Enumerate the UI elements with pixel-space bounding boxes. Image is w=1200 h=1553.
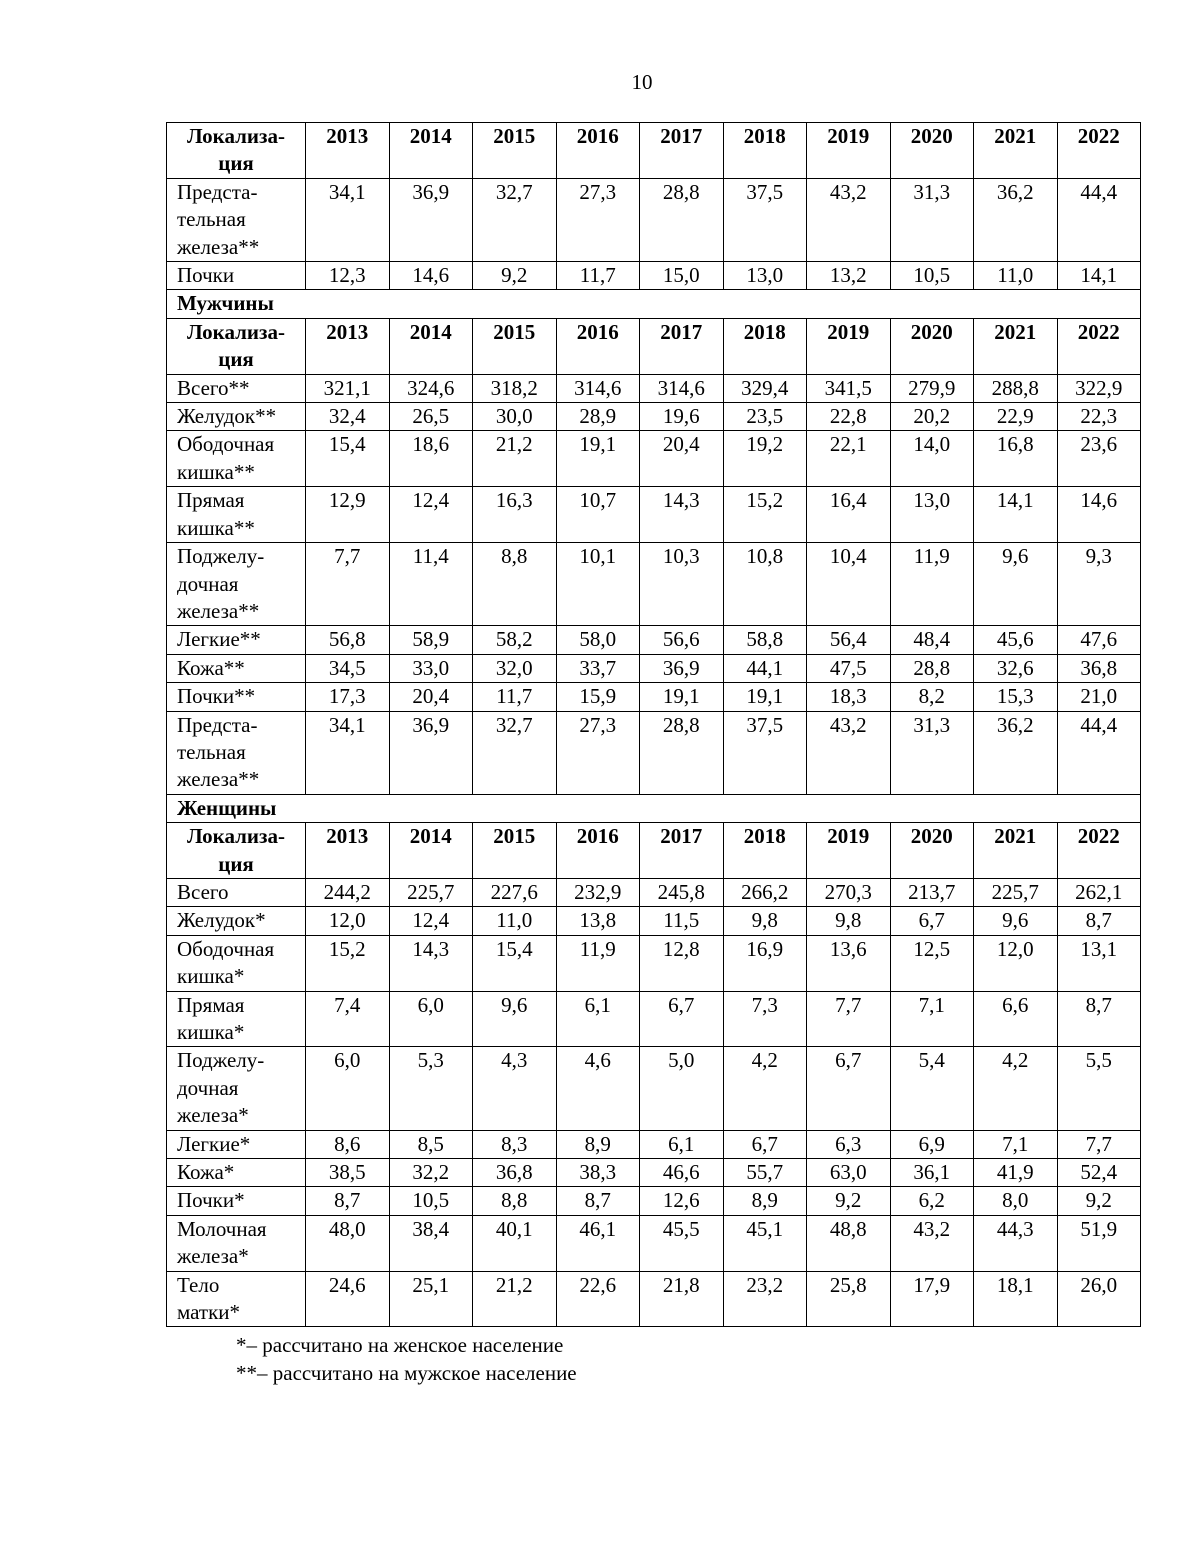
table-cell: 13,8 — [556, 907, 640, 935]
table-cell: 12,9 — [306, 487, 390, 543]
header-year: 2013 — [306, 123, 390, 179]
table-cell: 47,6 — [1057, 626, 1141, 654]
header-year: 2021 — [974, 318, 1058, 374]
table-cell: 4,2 — [723, 1047, 807, 1130]
table-row — [167, 178, 1141, 261]
header-year: 2015 — [473, 823, 557, 879]
table-row — [167, 1130, 1141, 1158]
table-cell: 46,6 — [640, 1159, 724, 1187]
table-row — [167, 543, 1141, 626]
table-cell: 9,8 — [723, 907, 807, 935]
table-cell: 36,1 — [890, 1159, 974, 1187]
table-cell: 6,6 — [974, 991, 1058, 1047]
table-cell: 28,8 — [890, 654, 974, 682]
table-cell: 9,2 — [473, 262, 557, 290]
table-cell: 7,7 — [306, 543, 390, 626]
table-cell: 15,2 — [723, 487, 807, 543]
table-cell: 58,0 — [556, 626, 640, 654]
table-cell: 9,6 — [974, 907, 1058, 935]
row-label: Поджелу- дочная железа** — [167, 543, 306, 626]
table-cell: 21,0 — [1057, 683, 1141, 711]
table-row — [167, 654, 1141, 682]
table-cell: 12,4 — [389, 907, 473, 935]
table-cell: 21,2 — [473, 1271, 557, 1327]
table-cell: 5,4 — [890, 1047, 974, 1130]
table-cell: 56,8 — [306, 626, 390, 654]
header-year: 2015 — [473, 318, 557, 374]
section-title: Женщины — [167, 794, 1141, 822]
row-label: Почки** — [167, 683, 306, 711]
table-cell: 44,1 — [723, 654, 807, 682]
table-cell: 11,4 — [389, 543, 473, 626]
table-cell: 4,3 — [473, 1047, 557, 1130]
table-cell: 15,3 — [974, 683, 1058, 711]
table-cell: 12,0 — [306, 907, 390, 935]
table-cell: 13,6 — [807, 935, 891, 991]
table-cell: 23,6 — [1057, 431, 1141, 487]
table-cell: 10,3 — [640, 543, 724, 626]
table-cell: 31,3 — [890, 178, 974, 261]
footnotes — [236, 1331, 577, 1387]
header-year: 2021 — [974, 123, 1058, 179]
table-cell: 15,0 — [640, 262, 724, 290]
table-row — [167, 683, 1141, 711]
table-cell: 12,6 — [640, 1187, 724, 1215]
section-men — [167, 290, 1141, 318]
table-cell: 32,4 — [306, 403, 390, 431]
table-cell: 11,0 — [473, 907, 557, 935]
table-cell: 52,4 — [1057, 1159, 1141, 1187]
header-year: 2020 — [890, 823, 974, 879]
incidence-table — [166, 122, 1141, 1327]
table-cell: 44,4 — [1057, 178, 1141, 261]
table-cell: 6,3 — [807, 1130, 891, 1158]
header-localization: Локализа- ция — [167, 823, 306, 879]
table-cell: 28,8 — [640, 178, 724, 261]
header-year: 2018 — [723, 123, 807, 179]
table-cell: 245,8 — [640, 878, 724, 906]
table-cell: 14,6 — [1057, 487, 1141, 543]
table-cell: 32,2 — [389, 1159, 473, 1187]
table-cell: 9,6 — [473, 991, 557, 1047]
table-cell: 22,9 — [974, 403, 1058, 431]
table-cell: 38,4 — [389, 1215, 473, 1271]
table-cell: 37,5 — [723, 178, 807, 261]
table-cell: 10,5 — [389, 1187, 473, 1215]
table-cell: 34,1 — [306, 178, 390, 261]
table-cell: 11,5 — [640, 907, 724, 935]
table-cell: 17,9 — [890, 1271, 974, 1327]
row-label: Всего — [167, 878, 306, 906]
table-cell: 6,7 — [807, 1047, 891, 1130]
header-year: 2022 — [1057, 123, 1141, 179]
table-cell: 11,9 — [556, 935, 640, 991]
table-cell: 26,0 — [1057, 1271, 1141, 1327]
header-year: 2013 — [306, 823, 390, 879]
table-cell: 26,5 — [389, 403, 473, 431]
table-cell: 270,3 — [807, 878, 891, 906]
header-row — [167, 823, 1141, 879]
row-label: Легкие* — [167, 1130, 306, 1158]
header-row — [167, 123, 1141, 179]
table-cell: 8,3 — [473, 1130, 557, 1158]
header-year: 2015 — [473, 123, 557, 179]
table-cell: 58,9 — [389, 626, 473, 654]
table-cell: 8,7 — [306, 1187, 390, 1215]
table-cell: 14,1 — [1057, 262, 1141, 290]
header-year: 2018 — [723, 318, 807, 374]
row-label: Кожа* — [167, 1159, 306, 1187]
table-cell: 262,1 — [1057, 878, 1141, 906]
table-cell: 34,5 — [306, 654, 390, 682]
row-label: Молочная железа* — [167, 1215, 306, 1271]
table-cell: 20,4 — [389, 683, 473, 711]
table-cell: 227,6 — [473, 878, 557, 906]
table-cell: 14,6 — [389, 262, 473, 290]
table-cell: 28,9 — [556, 403, 640, 431]
table-row — [167, 403, 1141, 431]
table-row — [167, 711, 1141, 794]
header-year: 2022 — [1057, 318, 1141, 374]
table-cell: 32,7 — [473, 711, 557, 794]
table-cell: 34,1 — [306, 711, 390, 794]
table-cell: 8,7 — [1057, 991, 1141, 1047]
table-cell: 12,8 — [640, 935, 724, 991]
row-label: Тело матки* — [167, 1271, 306, 1327]
table-cell: 14,3 — [389, 935, 473, 991]
table-cell: 8,8 — [473, 543, 557, 626]
header-year: 2019 — [807, 318, 891, 374]
table-cell: 27,3 — [556, 178, 640, 261]
table-cell: 10,5 — [890, 262, 974, 290]
header-year: 2020 — [890, 318, 974, 374]
table-cell: 13,0 — [890, 487, 974, 543]
table-cell: 9,8 — [807, 907, 891, 935]
table-cell: 22,6 — [556, 1271, 640, 1327]
table-cell: 56,6 — [640, 626, 724, 654]
table-cell: 9,2 — [807, 1187, 891, 1215]
table-cell: 10,7 — [556, 487, 640, 543]
table-cell: 18,3 — [807, 683, 891, 711]
table-cell: 6,0 — [389, 991, 473, 1047]
table-cell: 45,1 — [723, 1215, 807, 1271]
section-women — [167, 794, 1141, 822]
table-cell: 63,0 — [807, 1159, 891, 1187]
table-cell: 9,2 — [1057, 1187, 1141, 1215]
table-cell: 25,1 — [389, 1271, 473, 1327]
table-row — [167, 935, 1141, 991]
row-label: Ободочная кишка** — [167, 431, 306, 487]
table-row — [167, 374, 1141, 402]
header-row — [167, 318, 1141, 374]
table-row — [167, 1215, 1141, 1271]
table-cell: 58,8 — [723, 626, 807, 654]
table-cell: 341,5 — [807, 374, 891, 402]
table-cell: 19,1 — [640, 683, 724, 711]
header-year: 2018 — [723, 823, 807, 879]
row-label: Желудок* — [167, 907, 306, 935]
header-year: 2022 — [1057, 823, 1141, 879]
table-cell: 21,2 — [473, 431, 557, 487]
table-cell: 45,6 — [974, 626, 1058, 654]
table-cell: 43,2 — [807, 711, 891, 794]
footnote-male: **– рассчитано на мужское население — [236, 1361, 577, 1385]
table-cell: 36,2 — [974, 711, 1058, 794]
table-cell: 318,2 — [473, 374, 557, 402]
table-cell: 14,0 — [890, 431, 974, 487]
table-row — [167, 262, 1141, 290]
table-row — [167, 1271, 1141, 1327]
header-year: 2019 — [807, 123, 891, 179]
table-cell: 44,4 — [1057, 711, 1141, 794]
table-cell: 47,5 — [807, 654, 891, 682]
table-cell: 16,9 — [723, 935, 807, 991]
table-cell: 33,7 — [556, 654, 640, 682]
table-cell: 5,5 — [1057, 1047, 1141, 1130]
table-cell: 4,2 — [974, 1047, 1058, 1130]
table-cell: 22,1 — [807, 431, 891, 487]
table-cell: 8,7 — [1057, 907, 1141, 935]
table-cell: 19,1 — [723, 683, 807, 711]
table-cell: 244,2 — [306, 878, 390, 906]
table-cell: 18,1 — [974, 1271, 1058, 1327]
table-cell: 8,5 — [389, 1130, 473, 1158]
row-label: Почки* — [167, 1187, 306, 1215]
table-cell: 22,8 — [807, 403, 891, 431]
table-cell: 13,2 — [807, 262, 891, 290]
table-cell: 7,3 — [723, 991, 807, 1047]
table-cell: 6,1 — [556, 991, 640, 1047]
row-label: Желудок** — [167, 403, 306, 431]
row-label: Поджелу- дочная железа* — [167, 1047, 306, 1130]
table-cell: 6,2 — [890, 1187, 974, 1215]
table-cell: 33,0 — [389, 654, 473, 682]
table-row — [167, 626, 1141, 654]
table-cell: 10,8 — [723, 543, 807, 626]
table-cell: 43,2 — [807, 178, 891, 261]
table-cell: 44,3 — [974, 1215, 1058, 1271]
table-cell: 36,8 — [473, 1159, 557, 1187]
row-label: Почки — [167, 262, 306, 290]
header-year: 2021 — [974, 823, 1058, 879]
table-cell: 32,0 — [473, 654, 557, 682]
table-cell: 32,6 — [974, 654, 1058, 682]
table-cell: 12,0 — [974, 935, 1058, 991]
table-cell: 11,7 — [473, 683, 557, 711]
table-cell: 46,1 — [556, 1215, 640, 1271]
header-year: 2017 — [640, 823, 724, 879]
table-cell: 6,1 — [640, 1130, 724, 1158]
table-cell: 12,4 — [389, 487, 473, 543]
table-cell: 11,9 — [890, 543, 974, 626]
table-cell: 13,1 — [1057, 935, 1141, 991]
table-cell: 22,3 — [1057, 403, 1141, 431]
table-cell: 56,4 — [807, 626, 891, 654]
table-cell: 55,7 — [723, 1159, 807, 1187]
table-cell: 314,6 — [556, 374, 640, 402]
table-cell: 32,7 — [473, 178, 557, 261]
table-row — [167, 1187, 1141, 1215]
table-cell: 18,6 — [389, 431, 473, 487]
table-cell: 28,8 — [640, 711, 724, 794]
table-row — [167, 991, 1141, 1047]
table-cell: 225,7 — [389, 878, 473, 906]
row-label: Всего** — [167, 374, 306, 402]
table-cell: 9,6 — [974, 543, 1058, 626]
section-title: Мужчины — [167, 290, 1141, 318]
table-cell: 288,8 — [974, 374, 1058, 402]
table-cell: 36,2 — [974, 178, 1058, 261]
table-cell: 7,7 — [1057, 1130, 1141, 1158]
table-cell: 58,2 — [473, 626, 557, 654]
header-year: 2014 — [389, 823, 473, 879]
table-cell: 324,6 — [389, 374, 473, 402]
table-cell: 20,2 — [890, 403, 974, 431]
table-cell: 8,2 — [890, 683, 974, 711]
table-cell: 5,0 — [640, 1047, 724, 1130]
table-cell: 38,5 — [306, 1159, 390, 1187]
table-cell: 15,9 — [556, 683, 640, 711]
table-cell: 36,9 — [389, 178, 473, 261]
row-label: Прямая кишка* — [167, 991, 306, 1047]
table-cell: 43,2 — [890, 1215, 974, 1271]
table-cell: 6,7 — [640, 991, 724, 1047]
header-year: 2020 — [890, 123, 974, 179]
table-cell: 37,5 — [723, 711, 807, 794]
table-cell: 30,0 — [473, 403, 557, 431]
table-cell: 322,9 — [1057, 374, 1141, 402]
footnote-female: *– рассчитано на женское население — [236, 1333, 564, 1357]
table-cell: 21,8 — [640, 1271, 724, 1327]
row-label: Ободочная кишка* — [167, 935, 306, 991]
table-cell: 15,2 — [306, 935, 390, 991]
table-cell: 40,1 — [473, 1215, 557, 1271]
table-row — [167, 1047, 1141, 1130]
header-year: 2016 — [556, 823, 640, 879]
table-row — [167, 1159, 1141, 1187]
table-cell: 213,7 — [890, 878, 974, 906]
table-cell: 31,3 — [890, 711, 974, 794]
table-cell: 15,4 — [306, 431, 390, 487]
table-cell: 6,7 — [723, 1130, 807, 1158]
header-localization: Локализа- ция — [167, 123, 306, 179]
table-cell: 19,6 — [640, 403, 724, 431]
table-row — [167, 907, 1141, 935]
table-cell: 13,0 — [723, 262, 807, 290]
table-cell: 314,6 — [640, 374, 724, 402]
table-cell: 38,3 — [556, 1159, 640, 1187]
table-cell: 41,9 — [974, 1159, 1058, 1187]
table-cell: 25,8 — [807, 1271, 891, 1327]
table-cell: 329,4 — [723, 374, 807, 402]
row-label: Предста- тельная железа** — [167, 178, 306, 261]
table-cell: 6,9 — [890, 1130, 974, 1158]
table-cell: 232,9 — [556, 878, 640, 906]
table-cell: 4,6 — [556, 1047, 640, 1130]
row-label: Предста- тельная железа** — [167, 711, 306, 794]
table-row — [167, 878, 1141, 906]
table-cell: 36,9 — [640, 654, 724, 682]
table-cell: 36,8 — [1057, 654, 1141, 682]
table-cell: 5,3 — [389, 1047, 473, 1130]
table-cell: 51,9 — [1057, 1215, 1141, 1271]
table-cell: 14,3 — [640, 487, 724, 543]
table-cell: 16,3 — [473, 487, 557, 543]
table-cell: 45,5 — [640, 1215, 724, 1271]
table-cell: 7,4 — [306, 991, 390, 1047]
table-cell: 20,4 — [640, 431, 724, 487]
table-cell: 15,4 — [473, 935, 557, 991]
header-year: 2016 — [556, 123, 640, 179]
table-cell: 10,4 — [807, 543, 891, 626]
table-cell: 7,7 — [807, 991, 891, 1047]
table-cell: 48,8 — [807, 1215, 891, 1271]
table-cell: 19,2 — [723, 431, 807, 487]
table-cell: 17,3 — [306, 683, 390, 711]
table-cell: 12,3 — [306, 262, 390, 290]
table-cell: 321,1 — [306, 374, 390, 402]
table-cell: 48,0 — [306, 1215, 390, 1271]
header-year: 2013 — [306, 318, 390, 374]
table-cell: 8,9 — [556, 1130, 640, 1158]
row-label: Легкие** — [167, 626, 306, 654]
row-label: Прямая кишка** — [167, 487, 306, 543]
table-cell: 8,9 — [723, 1187, 807, 1215]
table-cell: 6,7 — [890, 907, 974, 935]
header-year: 2019 — [807, 823, 891, 879]
table-cell: 10,1 — [556, 543, 640, 626]
table-row — [167, 431, 1141, 487]
table-cell: 6,0 — [306, 1047, 390, 1130]
header-year: 2016 — [556, 318, 640, 374]
table-cell: 16,4 — [807, 487, 891, 543]
table-row — [167, 487, 1141, 543]
table-cell: 11,7 — [556, 262, 640, 290]
table-cell: 48,4 — [890, 626, 974, 654]
table-cell: 279,9 — [890, 374, 974, 402]
table-cell: 266,2 — [723, 878, 807, 906]
table-cell: 36,9 — [389, 711, 473, 794]
header-year: 2014 — [389, 318, 473, 374]
table-cell: 225,7 — [974, 878, 1058, 906]
header-year: 2017 — [640, 123, 724, 179]
table-cell: 14,1 — [974, 487, 1058, 543]
row-label: Кожа** — [167, 654, 306, 682]
table-cell: 23,2 — [723, 1271, 807, 1327]
table-cell: 8,6 — [306, 1130, 390, 1158]
table-cell: 16,8 — [974, 431, 1058, 487]
header-localization: Локализа- ция — [167, 318, 306, 374]
table-cell: 11,0 — [974, 262, 1058, 290]
table-cell: 23,5 — [723, 403, 807, 431]
table-cell: 19,1 — [556, 431, 640, 487]
page-number: 10 — [631, 70, 653, 94]
table-cell: 9,3 — [1057, 543, 1141, 626]
header-year: 2017 — [640, 318, 724, 374]
table-cell: 24,6 — [306, 1271, 390, 1327]
table-cell: 7,1 — [890, 991, 974, 1047]
table-cell: 12,5 — [890, 935, 974, 991]
table-cell: 27,3 — [556, 711, 640, 794]
table-cell: 8,0 — [974, 1187, 1058, 1215]
table-cell: 8,7 — [556, 1187, 640, 1215]
header-year: 2014 — [389, 123, 473, 179]
table-cell: 8,8 — [473, 1187, 557, 1215]
table-cell: 7,1 — [974, 1130, 1058, 1158]
